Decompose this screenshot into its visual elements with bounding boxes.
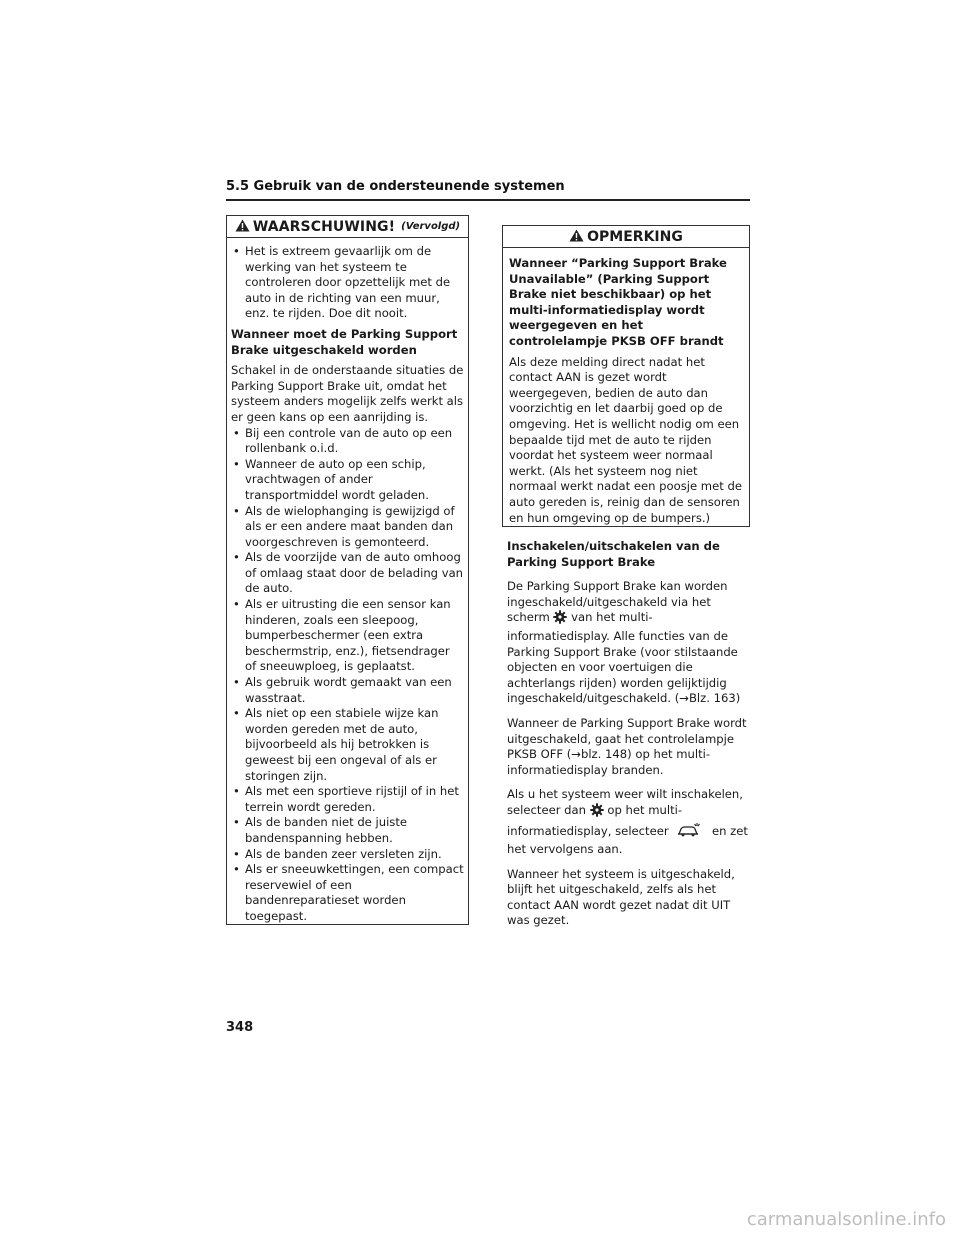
- paragraph-4: Wanneer het systeem is uitgeschakeld, blijft het uitgeschakeld, zelfs als het contact AAN wordt gezet nadat dit UIT was gezet.: [507, 866, 735, 928]
- paragraph-3-part-a: Als u het systeem weer wilt inschakelen, selecteer dan: [507, 787, 743, 817]
- list-item: • Als met een sportieve rijstijl of in het terrein wordt gereden.: [231, 784, 464, 815]
- list-item: • Als de voorzijde van de auto omhoog of omlaag staat door de belading van de auto.: [231, 550, 464, 597]
- list-item: • Als de banden niet de juiste bandenspanning hebben.: [231, 815, 464, 846]
- warning-intro-list: [231, 244, 464, 322]
- section-divider: [226, 199, 750, 201]
- warning-body: [227, 238, 468, 925]
- paragraph-1-part-b: van het multi-informatiedisplay. Alle functies van de Parking Support Brake (voor stilstaande objecten en voor voertuigen die achterlangs rijden) worden gelijktijdig ingeschakeld/uitgeschakeld. (→Blz. 163): [507, 610, 741, 706]
- warning-box: [226, 215, 469, 925]
- list-item: • Wanneer de auto op een schip, vrachtwagen of ander transportmiddel wordt geladen.: [231, 457, 464, 504]
- warning-triangle-icon: [235, 217, 250, 236]
- section-title: 5.5 Gebruik van de ondersteunende systemen: [226, 179, 565, 194]
- paragraph-2: Wanneer de Parking Support Brake wordt uitgeschakeld, gaat het controlelampje PKSB OFF (→blz. 148) op het multi-informatiedisplay branden.: [507, 715, 747, 777]
- notice-title: OPMERKING: [587, 228, 683, 245]
- right-column-text: [507, 539, 750, 938]
- paragraph-1: [507, 579, 750, 707]
- notice-triangle-icon: [569, 227, 584, 246]
- list-item: • Als er uitrusting die een sensor kan hinderen, zoals een sleepoog, bumperbeschermer (een extra beschermstrip, enz.), fietsendrager of sneeuwploeg, is geplaatst.: [231, 597, 464, 675]
- gear-icon: [590, 803, 604, 822]
- paragraph-3: [507, 787, 750, 857]
- warning-subtitle: (Vervolgd): [401, 221, 461, 232]
- warning-heading: Wanneer moet de Parking Support Brake uitgeschakeld worden: [231, 326, 458, 357]
- list-item: • Als gebruik wordt gemaakt van een wasstraat.: [231, 675, 464, 706]
- warning-bullet-list: [231, 426, 464, 925]
- car-sensor-icon: [676, 822, 702, 843]
- list-item: • Het is extreem gevaarlijk om de werking van het systeem te controleren door opzettelijk met de auto in de richting van een muur, enz. te rijden. Doe dit nooit.: [231, 244, 464, 322]
- list-item: • Als er sneeuwkettingen, een compact reservewiel of een bandenreparatieset worden toegepast.: [231, 862, 464, 924]
- notice-heading: Wanneer “Parking Support Brake Unavailable” (Parking Support Brake niet beschikbaar) op het multi-informatiedisplay wordt weergegeven en het controlelampje PKSB OFF brandt: [509, 256, 727, 348]
- notice-paragraph: Als deze melding direct nadat het contact AAN is gezet wordt weergegeven, bedien de auto dan voorzichtig en let daarbij goed op de omgeving. Het is wellicht nodig om een bepaalde tijd met de auto te rijden voordat het systeem weer normaal werkt. (Als het systeem nog niet normaal werkt nadat een poosje met de auto gereden is, reinig dan de sensoren en hun omgeving op de bumpers.): [509, 354, 742, 525]
- list-item: • Als de wielophanging is gewijzigd of als er een andere maat banden dan voorgeschreven is gemonteerd.: [231, 504, 464, 551]
- paragraph-1-part-a: De Parking Support Brake kan worden ingeschakeld/uitgeschakeld via het scherm: [507, 579, 728, 625]
- notice-box: [502, 225, 750, 527]
- warning-title: WAARSCHUWING!: [252, 218, 396, 235]
- list-item: • Bij een controle van de auto op een rollenbank o.i.d.: [231, 426, 464, 457]
- warning-paragraph: Schakel in de onderstaande situaties de Parking Support Brake uit, omdat het systeem anders mogelijk zelfs werkt als er geen kans op een aanrijding is.: [231, 363, 464, 424]
- watermark: carmanualsonline.info: [746, 1209, 946, 1230]
- notice-body: [503, 248, 749, 526]
- warning-header: [227, 216, 468, 238]
- list-item: • Als niet op een stabiele wijze kan worden gereden met de auto, bijvoorbeeld als hij betrokken is geweest bij een ongeval of als er storingen zijn.: [231, 706, 464, 784]
- paragraph-3-part-b: op het multi-informatiedisplay, selecteer: [507, 802, 683, 838]
- gear-icon: [553, 610, 567, 629]
- subsection-heading: Inschakelen/uitschakelen van de Parking Support Brake: [507, 539, 720, 569]
- notice-header: [503, 226, 749, 248]
- list-item: • Als de banden zeer versleten zijn.: [231, 847, 464, 863]
- page-number: 348: [226, 1020, 254, 1035]
- paragraph-3-part-c: en zet het vervolgens aan.: [507, 823, 748, 857]
